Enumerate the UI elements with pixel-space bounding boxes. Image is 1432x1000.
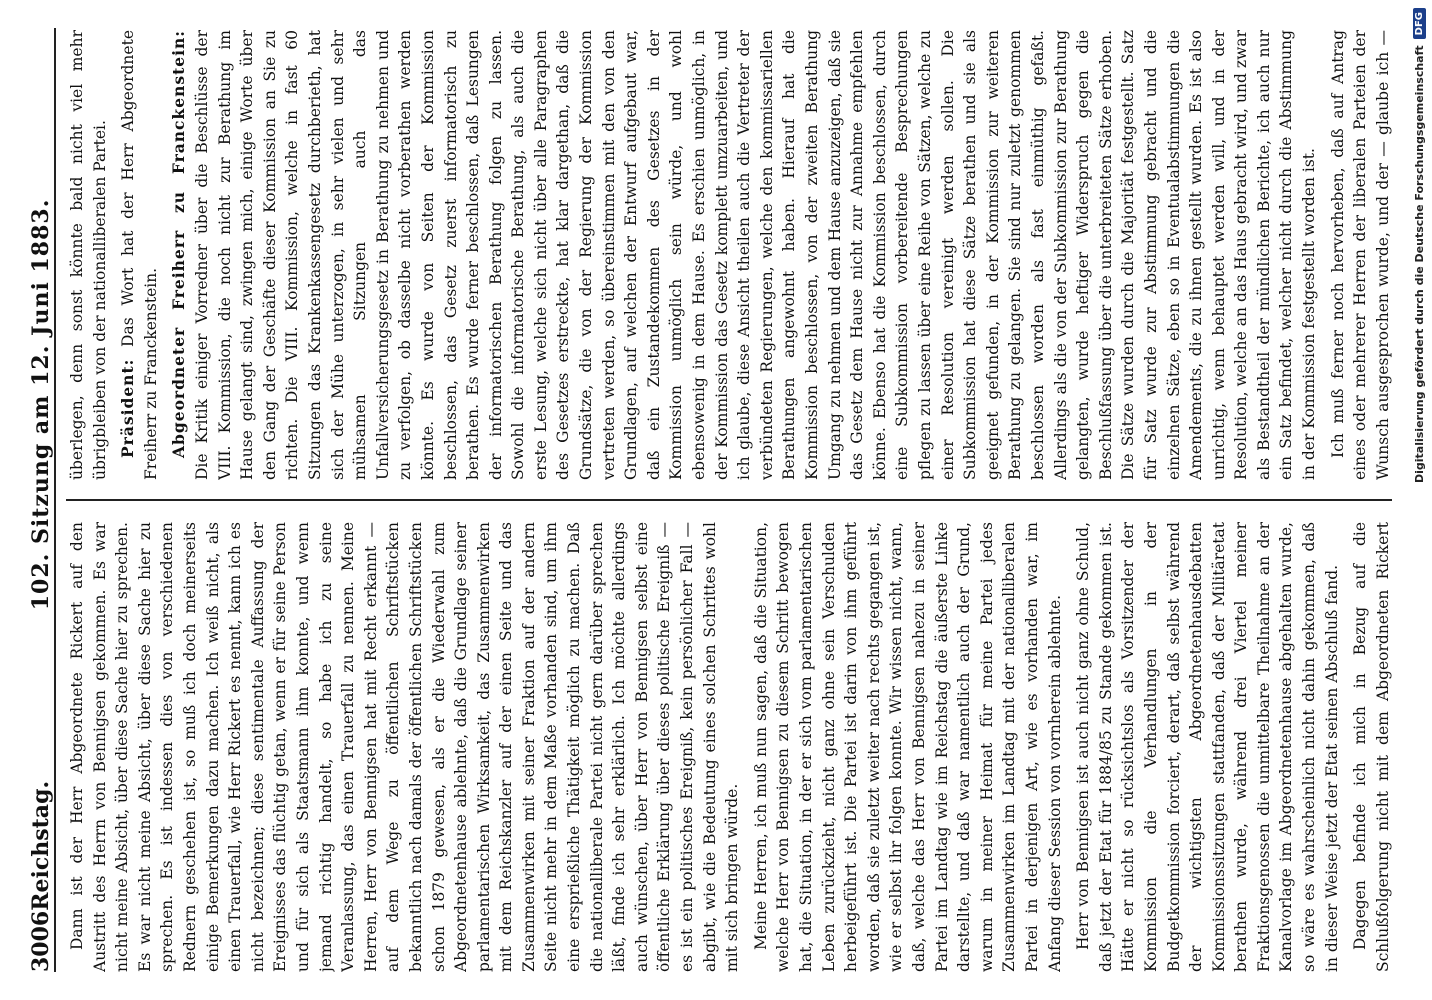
right-column <box>66 30 1392 480</box>
running-header <box>20 28 56 972</box>
left-column <box>66 522 1392 972</box>
president-line <box>117 30 162 480</box>
president-text: Das Wort hat der Herr Abgeordnete Freiherr zu Franckenstein. <box>119 30 160 480</box>
paragraph: Dann ist der Herr Abgeordnete Rickert auf den Austritt des Herrn von Bennigsen gekommen. Es war nicht meine Absicht, über diese Sache hier zu sprechen. Es war nicht meine Absicht, über diese Sache hier zu sprechen. Es ist indessen dies von verschiedenen Rednern geschehen ist, so muß ich doch meinerseits einige Bemerkungen dazu machen. Ich weiß nicht, als einen Trauerfall, wie Herr Rickert es nennt, kann ich es nicht bezeichnen; diese sentimentale Auffassung der Ereignisses das flüchtig getan, wenn er für seine Person und für sich als Staatsmann ihm konnte, und wenn jemand richtig handelt, so habe ich zu seine Veranlassung, das einen Trauerfall zu nennen. Meine Herren, Herr von Bennigsen hat mit Recht erkannt — auf dem Wege zu öffentlichen Schriftstücken bekanntlich nach damals der öffentlichen Schriftstücken schon 1879 gewesen, als er die Wiederwahl zum Abgeordnetenhause ablehnte, daß die Grundlage seiner parlamentarischen Wirksamkeit, das Zusammenwirken mit dem Reichskanzler auf der einen Seite und das Zusammenwirken mit seiner Fraktion auf der andern Seite nicht mehr in dem Maße vorhanden sind, um ihm eine ersprießliche Thätigkeit möglich zu machen. Daß die nationalliberale Partei nicht gern darüber sprechen läßt, finde ich sehr erklärlich. Ich möchte allerdings auch wünschen, über Herr von Bennigsen selbst eine öffentliche Erklärung über dieses politische Ereigniß — es ist ein politisches Ereigniß, kein persönlicher Fall — abgibt, wie die Bedeutung eines solchen Schrittes wohl mit sich bringen würde. <box>68 522 742 972</box>
paragraph: Herr von Bennigsen ist auch nicht ganz ohne Schuld, daß jetzt der Etat für 1884/85 zu Stande gekommen ist. Hätte er nicht so rücksichtslos als Vorsitzender der Kommission die Verhandlungen in der Budgetkommission forciert, derart, daß selbst während der wichtigsten Abgeordnetenhausdebatten Kommissionssitzungen stattfanden, daß der Militäretat berathen wurde, während drei Viertel meiner Fraktionsgenossen die unmittelbare Theilnahme an der Kanalvorlage im Abgeordnetenhause abgehalten wurde, so wäre es wahrscheinlich nicht dahin gekommen, daß in dieser Weise jetzt der Etat seinen Abschluß fand. <box>1074 522 1341 972</box>
speaker-label: Abgeordneter Freiherr zu Franckenstein: <box>169 30 189 458</box>
page-number: 3006 <box>28 910 54 972</box>
book-title: Reichstag. <box>28 780 54 911</box>
speech-text: Die Kritik einiger Vorredner über die Beschlüsse der VIII. Kommission, die noch nicht zur Berathung im Hause gelangt sind, zwingen mich, einige Worte über den Gang der Geschäfte dieser Kommission an Sie zu richten. Die VIII. Kommission, welche in fast 60 Sitzungen das Krankenkassengesetz durchberieth, hat sich der Mühe unterzogen, in sehr vielen und sehr mühsamen Sitzungen auch das Unfallversicherungsgesetz in Berathung zu nehmen und zu verfolgen, ob dasselbe nicht vorberathen werden könnte. Es wurde von Seiten der Kommission beschlossen, das Gesetz zuerst informatorisch zu berathen. Es wurde ferner beschlossen, daß Lesungen der informatorischen Berathung folgen zu lassen. Sowohl die informatorische Berathung, als auch die erste Lesung, welche sich nicht über alle Paragraphen des Gesetzes erstreckte, hat klar dargethan, daß die Grundsätze, die von der Regierung der Kommission vertreten werden, so übereinstimmen mit den von den Grundlagen, auf welchen der Entwurf aufgebaut war, daß ein Zustandekommen des Gesetzes in der Kommission unmöglich sein würde, und wohl ebensowenig in dem Hause. Es erschien unmöglich, in der Kommission das Gesetz komplett umzuarbeiten, und ich glaube, diese Ansicht theilen auch die Vertreter der verbündeten Regierungen, welche den kommissariellen Berathungen angewohnt haben. Hierauf hat die Kommission beschlossen, von der zweiten Berathung Umgang zu nehmen und dem Hause anzuzeigen, daß sie das Gesetz dem Hause nicht zur Annahme empfehlen könne. Ebenso hat die Kommission beschlossen, durch eine Subkommission vorbereitende Besprechungen pflegen zu lassen über eine Reihe von Sätzen, welche zu einer Resolution vereinigt werden sollen. Die Subkommission hat diese Sätze berathen und sie als geeignet gefunden, in der Kommission zur weiteren Berathung zu gelangen. Sie sind nur zuletzt genommen beschlossen worden als fast einmüthig gefaßt. Allerdings als die von der Subkommission zur Berathung gelangten, wurde heftiger Widerspruch gegen die Beschlußfassung über die unterbreiteten Sätze erhoben. Die Sätze wurden durch die Majorität festgestellt. Satz für Satz wurde zur Abstimmung gebracht und die einzelnen Sätze, eben so in Eventualabstimmungen die Amendements, die zu ihnen gestellt wurden. Es ist also unrichtig, wenn behauptet werden will, und in der Resolution, welche an das Haus gebracht wird, und zwar als Bestandtheil der mündlichen Berichte, ich auch nur ein Satz befindet, welcher nicht durch die Abstimmung in der Kommission festgestellt worden ist. <box>192 30 1319 480</box>
paragraph: Meine Herren, ich muß nun sagen, daß die Situation, welche Herr von Bennigsen zu diesem Schritt bewogen hat, die Situation, in der er sich vom parlamentarischen Leben zurückzieht, nicht ganz ohne sein Verschulden herbeigeführt ist. Die Partei ist darin von ihm geführt worden, daß sie zuletzt weiter nach rechts gegangen ist, wie er selbst ihr folgen konnte. Wir wissen nicht, wann, daß, welche das Herr von Bennigsen nahezu in seiner Partei im Landtag wie im Reichstag die äußerste Linke darstellte, und daß war namentlich auch der Grund, warum in meiner Heimat für meine Partei jedes Zusammenwirken im Landtag mit der nationalliberalen Partei in derjenigen Art, wie es vorhanden war, im Anfang dieser Session von vornherein ablehnte. <box>751 522 1064 972</box>
session-title: 102. Sitzung am 12. Juni 1883. <box>28 198 54 611</box>
paragraph: Ich muß ferner noch hervorheben, daß auf Antrag eines oder mehrerer Herren der liberalen Parteien der Wunsch ausgesprochen wurde, und der — glaube ich — <box>1328 30 1392 480</box>
column-divider <box>66 499 1392 501</box>
speech-opening <box>168 30 1320 480</box>
paragraph: Dagegen befinde ich mich in Bezug auf die Schlußfolgerung nicht mit dem Abgeordneten Rickert <box>1351 522 1392 972</box>
dfg-logo: DFG <box>1413 8 1426 39</box>
digitization-credit <box>1406 0 1432 1000</box>
credit-text: Digitalisierung gefördert durch die Deutsche Forschungsgemeinschaft <box>1412 45 1426 484</box>
paragraph: überlegen, denn sonst könnte bald nicht viel mehr übrigbleiben von der nationalliberalen Partei. <box>68 30 109 480</box>
president-label: Präsident: <box>118 358 138 458</box>
